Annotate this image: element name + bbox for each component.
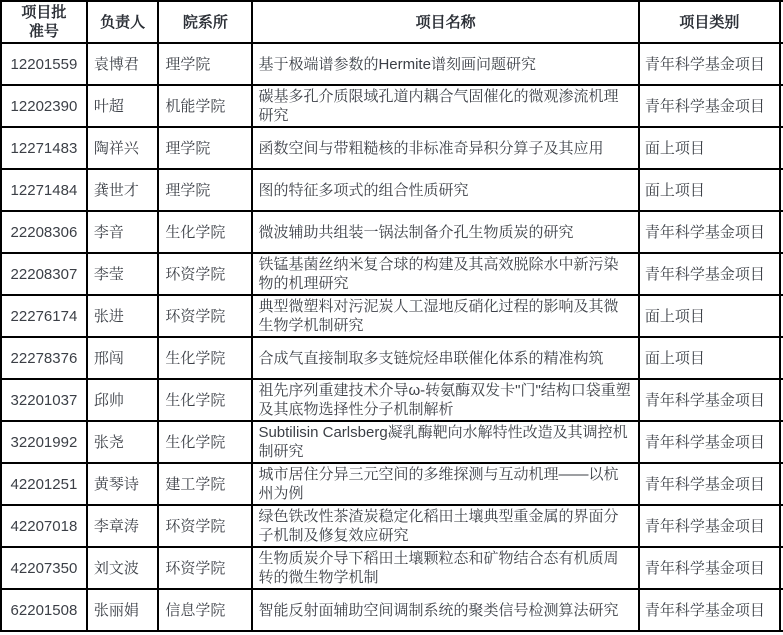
cell-dept: 环资学院 [158,295,252,337]
cell-title: 图的特征多项式的组合性质研究 [252,169,638,211]
table-row [1,379,783,421]
header-approval-no: 项目批准号 [1,1,87,43]
cell-pi: 陶祥兴 [87,127,159,169]
cell-category: 青年科学基金项目 [639,547,780,589]
cell-approval-no: 22208306 [1,211,87,253]
cell-category: 面上项目 [639,169,780,211]
cell-approval-no: 32201037 [1,379,87,421]
cell-title: 祖先序列重建技术介导ω-转氨酶双发卡"门"结构口袋重塑及其底物选择性分子机制解析 [252,379,638,421]
cell-approval-no: 42201251 [1,463,87,505]
cell-title: 基于极端谱参数的Hermite谱刻画问题研究 [252,43,638,85]
cell-title: 合成气直接制取多支链烷烃串联催化体系的精准构筑 [252,337,638,379]
cell-approval-no: 12202390 [1,85,87,127]
cell-approval-no: 42207018 [1,505,87,547]
cell-pi: 叶超 [87,85,159,127]
cell-category: 青年科学基金项目 [639,505,780,547]
header-title: 项目名称 [252,1,638,43]
cell-pi: 黄琴诗 [87,463,159,505]
cell-approval-no: 62201508 [1,589,87,631]
cell-dept: 环资学院 [158,547,252,589]
cell-title: 绿色铁改性茶渣炭稳定化稻田土壤典型重金属的界面分子机制及修复效应研究 [252,505,638,547]
cell-approval-no: 12201559 [1,43,87,85]
table-row [1,43,783,85]
cell-pi: 邢闯 [87,337,159,379]
cell-dept: 机能学院 [158,85,252,127]
cell-dept: 生化学院 [158,421,252,463]
cell-category: 面上项目 [639,295,780,337]
cell-title: 智能反射面辅助空间调制系统的聚类信号检测算法研究 [252,589,638,631]
table-header-row [1,1,783,43]
cell-pi: 龚世才 [87,169,159,211]
cell-pi: 张进 [87,295,159,337]
table-row [1,589,783,631]
cell-dept: 生化学院 [158,211,252,253]
cell-pi: 李莹 [87,253,159,295]
cell-pi: 邱帅 [87,379,159,421]
cell-category: 青年科学基金项目 [639,379,780,421]
cell-dept: 理学院 [158,127,252,169]
table-row [1,547,783,589]
cell-dept: 建工学院 [158,463,252,505]
cell-title: 微波辅助共组装一锅法制备介孔生物质炭的研究 [252,211,638,253]
cell-title: 铁锰基菌丝纳米复合球的构建及其高效脱除水中新污染物的机理研究 [252,253,638,295]
cell-approval-no: 22208307 [1,253,87,295]
cell-dept: 信息学院 [158,589,252,631]
cell-approval-no: 22278376 [1,337,87,379]
table-row [1,85,783,127]
cell-approval-no: 32201992 [1,421,87,463]
cell-pi: 袁博君 [87,43,159,85]
cell-dept: 理学院 [158,169,252,211]
cell-pi: 张尧 [87,421,159,463]
table-row [1,505,783,547]
cell-title: 城市居住分异三元空间的多维探测与互动机理——以杭州为例 [252,463,638,505]
cell-pi: 李音 [87,211,159,253]
cell-category: 面上项目 [639,337,780,379]
cell-category: 青年科学基金项目 [639,253,780,295]
cell-title: 碳基多孔介质限域孔道内耦合气固催化的微观渗流机理研究 [252,85,638,127]
table-row [1,169,783,211]
header-pi: 负责人 [87,1,159,43]
header-category: 项目类别 [639,1,780,43]
cell-title: 生物质炭介导下稻田土壤颗粒态和矿物结合态有机质周转的微生物学机制 [252,547,638,589]
table-row [1,295,783,337]
cell-category: 青年科学基金项目 [639,463,780,505]
cell-title: 典型微塑料对污泥炭人工湿地反硝化过程的影响及其微生物学机制研究 [252,295,638,337]
cell-approval-no: 12271484 [1,169,87,211]
table-row [1,211,783,253]
cell-category: 青年科学基金项目 [639,43,780,85]
header-dept: 院系所 [158,1,252,43]
cell-title: 函数空间与带粗糙核的非标准奇异积分算子及其应用 [252,127,638,169]
cell-category: 青年科学基金项目 [639,589,780,631]
cell-dept: 理学院 [158,43,252,85]
cell-dept: 环资学院 [158,253,252,295]
table-row [1,421,783,463]
cell-category: 面上项目 [639,127,780,169]
table-row [1,127,783,169]
cell-pi: 张丽娟 [87,589,159,631]
table-row [1,463,783,505]
cell-pi: 刘文波 [87,547,159,589]
cell-approval-no: 22276174 [1,295,87,337]
cell-dept: 生化学院 [158,379,252,421]
cell-pi: 李章涛 [87,505,159,547]
cell-approval-no: 12271483 [1,127,87,169]
cell-dept: 生化学院 [158,337,252,379]
cell-category: 青年科学基金项目 [639,421,780,463]
table-row [1,337,783,379]
cell-title: Subtilisin Carlsberg凝乳酶靶向水解特性改造及其调控机制研究 [252,421,638,463]
cell-dept: 环资学院 [158,505,252,547]
cell-approval-no: 42207350 [1,547,87,589]
table-row [1,253,783,295]
cell-category: 青年科学基金项目 [639,211,780,253]
cell-category: 青年科学基金项目 [639,85,780,127]
